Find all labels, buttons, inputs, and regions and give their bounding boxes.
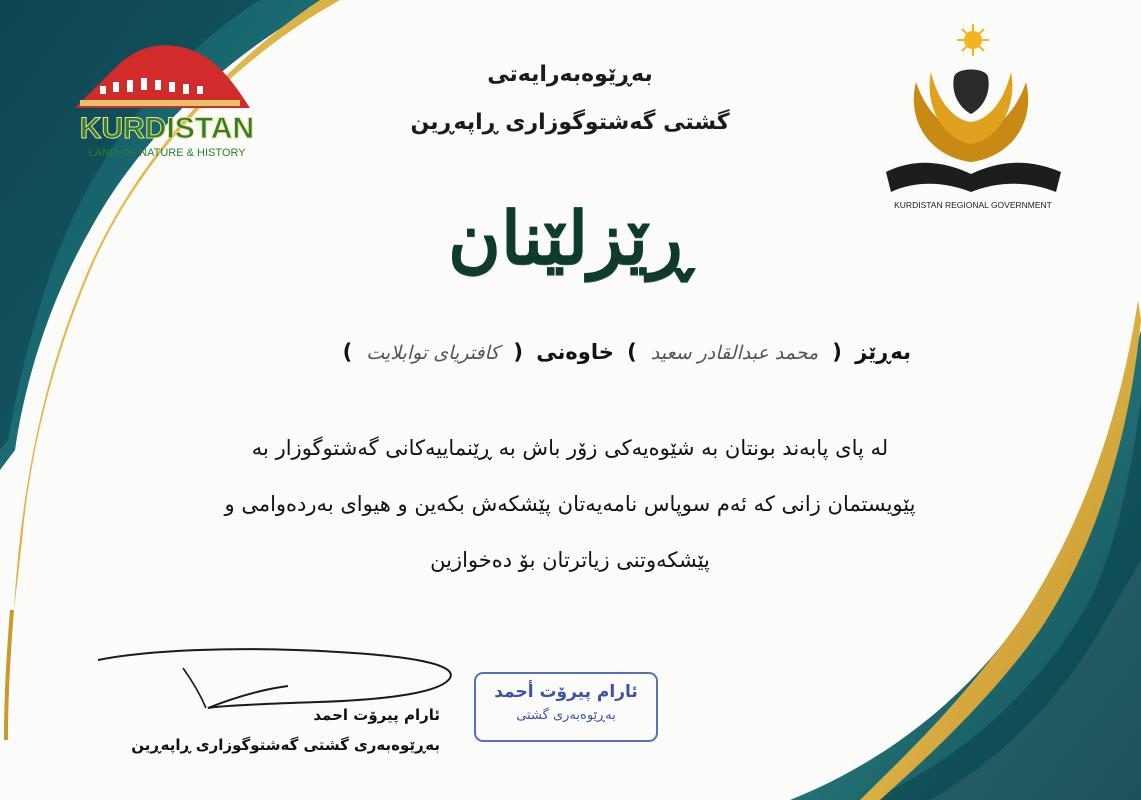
- certificate-title: ڕێزلێنان: [448, 195, 692, 280]
- svg-text:KURDISTAN: KURDISTAN: [79, 112, 255, 145]
- recipient-line: بەڕێز (محمد عبدالقادر سعید) خاوەنی (کافتریای توابلایت): [342, 340, 911, 364]
- kurdistan-tourism-logo: [55, 38, 280, 163]
- body-line: پێشکەوتنی زیاترتان بۆ دەخوازین: [430, 548, 710, 572]
- stamp-position: بەڕێوەبەری گشتی: [516, 708, 616, 723]
- stamp-name: ئارام پیرۆت أحمد: [494, 682, 638, 702]
- owner-label: خاوەنی: [536, 340, 614, 364]
- krg-emblem: [876, 22, 1071, 217]
- svg-text:LAND OF NATURE & HISTORY: LAND OF NATURE & HISTORY: [88, 147, 246, 159]
- signatory-block: [80, 700, 440, 760]
- official-stamp: [474, 672, 658, 742]
- header-directorate: بەڕێوەبەرایەتی: [487, 62, 653, 87]
- signatory-position: بەڕێوەبەری گشتی گەشتوگوزاری ڕاپەڕین: [131, 736, 440, 754]
- business-name: کافتریای توابلایت: [366, 342, 500, 364]
- certificate-body: [95, 420, 1045, 588]
- body-line: پێویستمان زانی کە ئەم سوپاس نامەیەتان پێشکەش بکەین و هیوای بەردەوامی و: [224, 492, 916, 516]
- header-directorate-name: گشتی گەشتوگوزاری ڕاپەڕین: [410, 110, 730, 135]
- recipient-prefix: بەڕێز: [855, 340, 911, 364]
- signatory-name: ئارام پیرۆت احمد: [313, 706, 440, 724]
- body-line: لە پای پابەند بونتان بە شێوەیەکی زۆر باش بە ڕێنماییەکانی گەشتوگوزار بە: [251, 436, 889, 460]
- recipient-name: محمد عبدالقادر سعید: [650, 342, 819, 364]
- svg-text:KURDISTAN REGIONAL GOVERNMENT: KURDISTAN REGIONAL GOVERNMENT: [894, 200, 1052, 210]
